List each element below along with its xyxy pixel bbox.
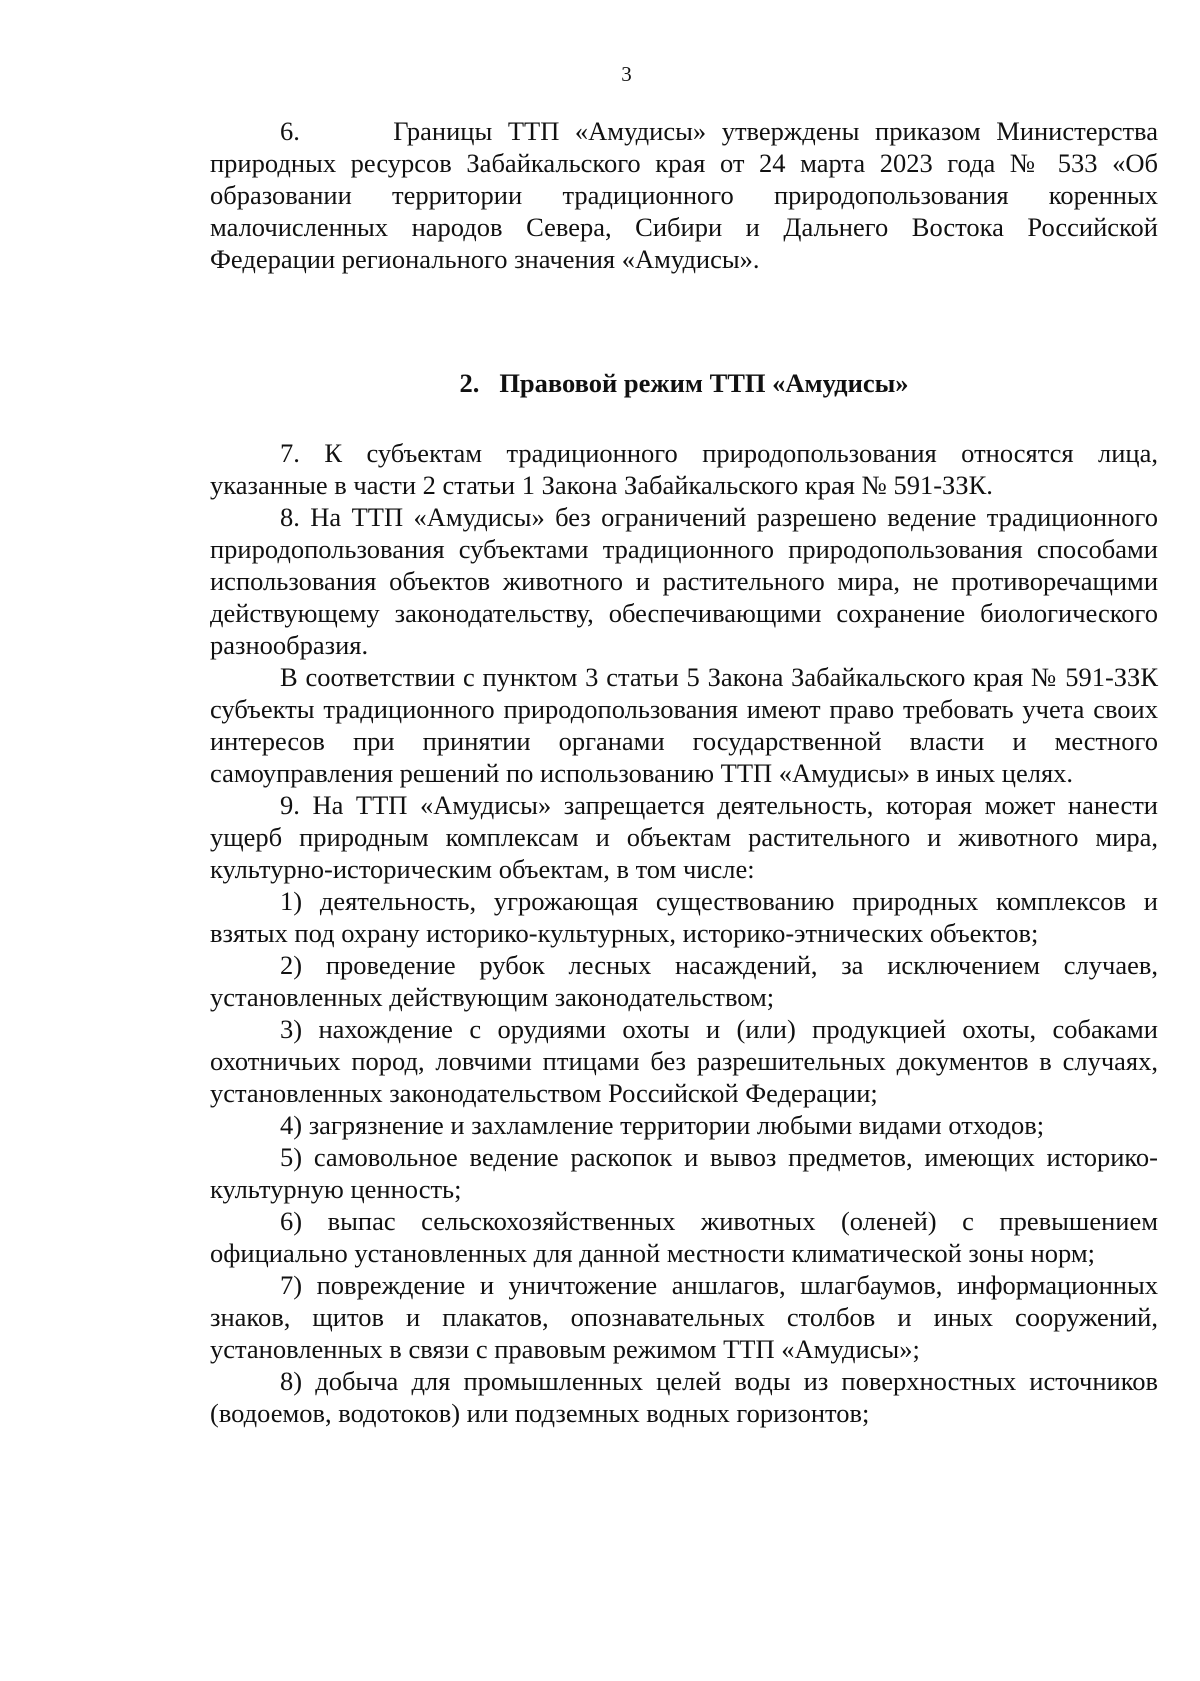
paragraph-9: 9. На ТТП «Амудисы» запрещается деятельность, которая может нанести ущерб природным комплексам и объектам растительного и животного мира, культурно-историческим объектам, в том числе: [210, 790, 1158, 884]
list-item: 7) повреждение и уничтожение аншлагов, шлагбаумов, информационных знаков, щитов и плакатов, опознавательных столбов и иных сооружений, установленных в связи с правовым режимом ТТП «Амудисы»; [210, 1270, 1158, 1364]
list-item: 3) нахождение с орудиями охоты и (или) продукцией охоты, собаками охотничьих пород, ловчими птицами без разрешительных документов в случаях, установленных законодательством Российской Федерации; [210, 1014, 1158, 1108]
paragraph-7: 7. К субъектам традиционного природопользования относятся лица, указанные в части 2 статьи 1 Закона Забайкальского края № 591-ЗЗК. [210, 438, 1158, 500]
page-number: 3 [621, 62, 632, 86]
spacer [210, 399, 1158, 437]
paragraph-6: 6. Границы ТТП «Амудисы» утверждены приказом Министерства природных ресурсов Забайкальского края от 24 марта 2023 года № 533 «Об образовании территории традиционного природопользования коренных малочисленных народов Севера, Сибири и Дальнего Востока Российской Федерации регионального значения «Амудисы». [210, 116, 1158, 274]
section-heading-text: Правовой режим ТТП «Амудисы» [499, 368, 909, 398]
paragraph-8-continuation: В соответствии с пунктом 3 статьи 5 Закона Забайкальского края № 591-ЗЗК субъекты традиционного природопользования имеют право требовать учета своих интересов при принятии органами государственной власти и местного самоуправления решений по использованию ТТП «Амудисы» в иных целях. [210, 662, 1158, 788]
list-item: 8) добыча для промышленных целей воды из поверхностных источников (водоемов, водотоков) или подземных водных горизонтов; [210, 1366, 1158, 1428]
list-item: 5) самовольное ведение раскопок и вывоз предметов, имеющих историко-культурную ценность; [210, 1142, 1158, 1204]
list-item: 2) проведение рубок лесных насаждений, за исключением случаев, установленных действующим законодательством; [210, 950, 1158, 1012]
list-item: 4) загрязнение и захламление территории любыми видами отходов; [280, 1110, 1045, 1140]
list-item: 6) выпас сельскохозяйственных животных (оленей) с превышением официально установленных для данной местности климатической зоны норм; [210, 1206, 1158, 1268]
paragraph-8: 8. На ТТП «Амудисы» без ограничений разрешено ведение традиционного природопользования субъектами традиционного природопользования способами использования объектов животного и растительного мира, не противоречащими действующему законодательству, обеспечивающими сохранение биологического разнообразия. [210, 502, 1158, 660]
list-item: 1) деятельность, угрожающая существованию природных комплексов и взятых под охрану историко-культурных, историко-этнических объектов; [210, 886, 1158, 948]
section-heading-number: 2. [459, 368, 480, 398]
section-heading [210, 367, 1158, 399]
spacer [210, 275, 1158, 367]
document-body [210, 115, 1158, 1429]
